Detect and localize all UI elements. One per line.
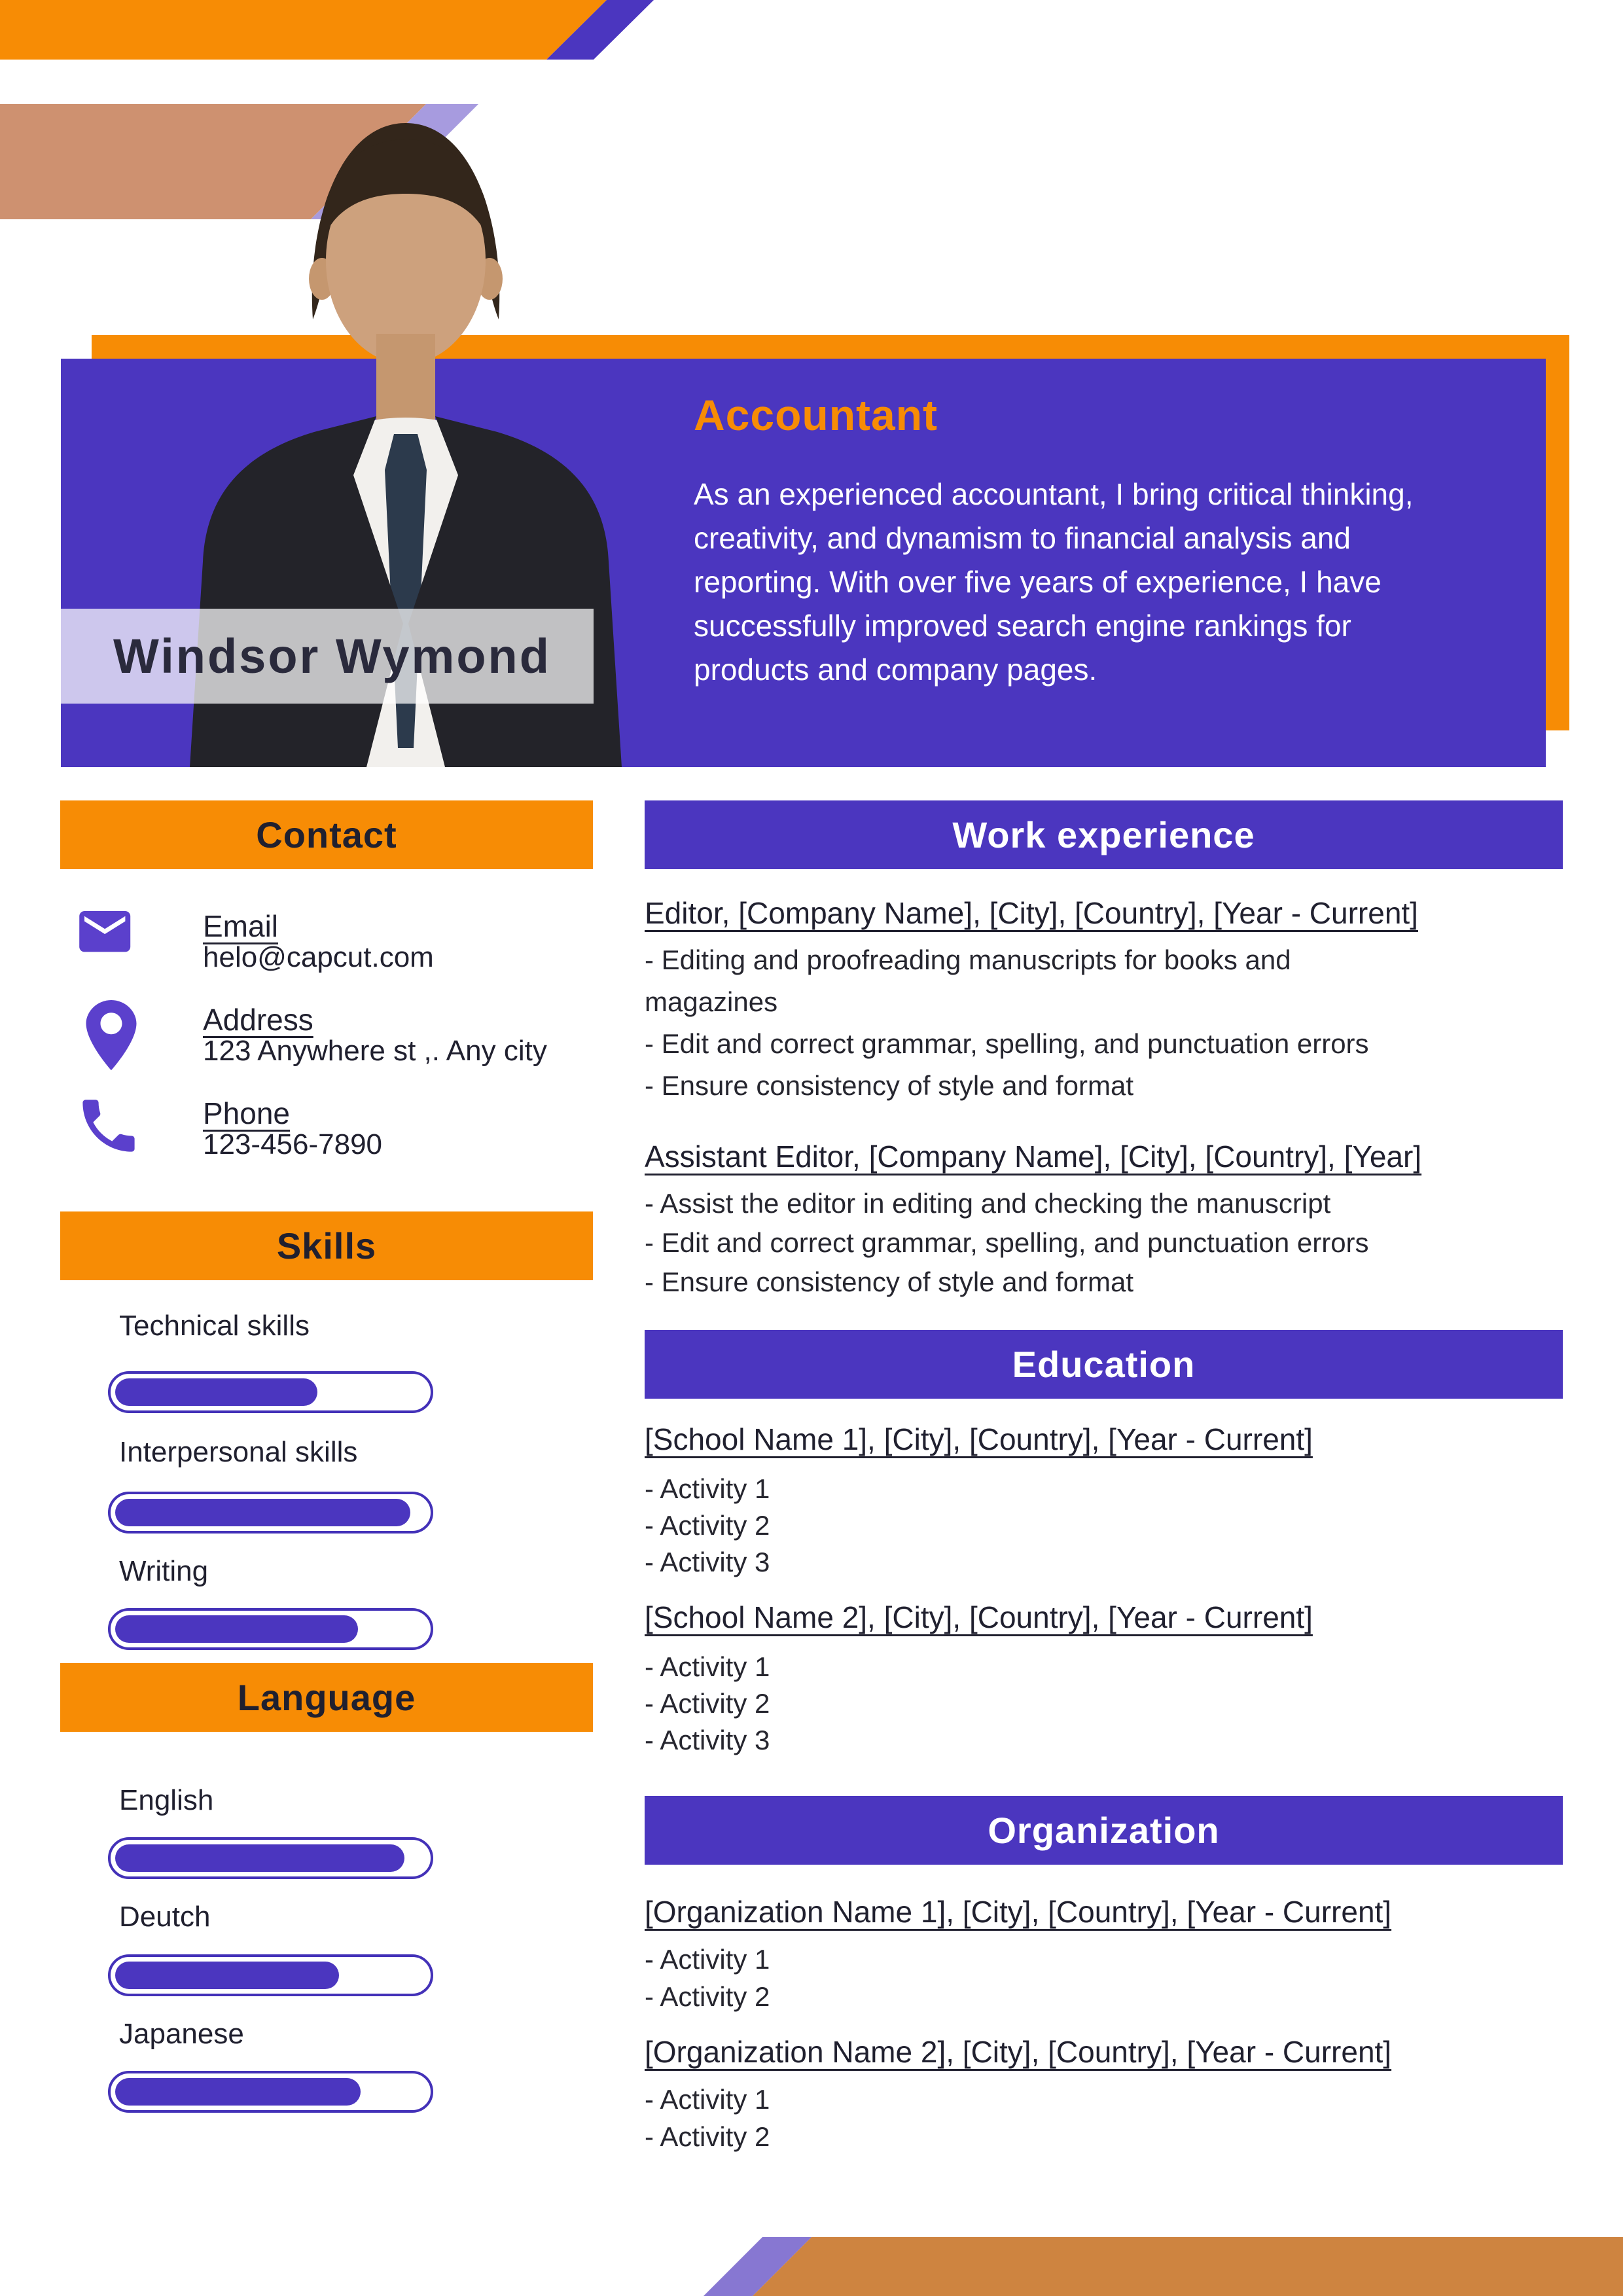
work-entry-line: - Assist the editor in editing and checking the manuscript [645,1188,1331,1219]
organization-heading-bar [645,1796,1563,1865]
skills-heading-bar [60,1211,593,1280]
location-pin-icon [85,1000,137,1072]
language-meter-fill [115,1844,404,1872]
language-heading: Language [237,1677,416,1718]
work-entry-line: - Editing and proofreading manuscripts for books and [645,944,1291,975]
work-entry-line: - Edit and correct grammar, spelling, and punctuation errors [645,1227,1369,1258]
contact-value: helo@capcut.com [203,941,434,973]
work-experience-heading-bar [645,800,1563,869]
language-meter [108,1837,433,1879]
contact-heading-bar [60,800,593,869]
language-label: English [119,1784,214,1816]
skill-meter-fill [115,1499,410,1526]
education-entry-line: - Activity 1 [645,1651,770,1682]
work-entry-line: magazines [645,986,778,1017]
organization-entry-line: - Activity 2 [645,2121,770,2152]
profile-summary: As an experienced accountant, I bring critical thinking, creativity, and dynamism to financial analysis and reporting. With over five years of experience, I have successfully improved search engine rankings for products and company pages. [694,477,1414,687]
bottom-band [654,2237,1623,2296]
organization-entry-line: - Activity 1 [645,1944,770,1975]
skill-meter-fill [115,1378,317,1406]
education-heading: Education [1012,1344,1196,1385]
education-entry-title: [School Name 1], [City], [Country], [Year - Current] [645,1422,1313,1456]
organization-entry-title: [Organization Name 2], [City], [Country], [Year - Current] [645,2035,1392,2069]
work-experience-heading: Work experience [952,814,1255,855]
name-bar [61,609,594,704]
work-entry-line: - Ensure consistency of style and format [645,1266,1133,1297]
phone-icon [80,1097,137,1155]
education-entry-line: - Activity 2 [645,1510,770,1541]
skill-meter [108,1371,433,1413]
contact-heading: Contact [256,814,397,855]
education-entry-line: - Activity 2 [645,1688,770,1719]
language-meter [108,2071,433,2113]
contact-value: 123 Anywhere st ,. Any city [203,1035,547,1067]
education-entry-line: - Activity 3 [645,1547,770,1577]
envelope-icon [79,911,141,962]
skill-label: Technical skills [119,1310,310,1342]
education-entry-title: [School Name 2], [City], [Country], [Year - Current] [645,1600,1313,1634]
organization-entry-line: - Activity 1 [645,2084,770,2115]
contact-label: Phone [203,1096,291,1130]
language-label: Japanese [119,2018,244,2050]
language-meter [108,1954,433,1996]
organization-entry-line: - Activity 2 [645,1981,770,2012]
work-entry-line: - Edit and correct grammar, spelling, and punctuation errors [645,1028,1369,1059]
skill-label: Interpersonal skills [119,1436,358,1468]
language-meter-fill [115,2078,361,2106]
skill-meter [108,1608,433,1650]
organization-entry-title: [Organization Name 1], [City], [Country], [Year - Current] [645,1895,1392,1929]
neck [376,334,435,425]
education-heading-bar [645,1330,1563,1399]
skill-meter-fill [115,1615,358,1643]
education-entry-line: - Activity 1 [645,1473,770,1504]
organization-heading: Organization [988,1810,1220,1851]
education-entry-line: - Activity 3 [645,1725,770,1755]
work-entry-title: Editor, [Company Name], [City], [Country], [Year - Current] [645,896,1418,930]
contact-label: Email [203,909,279,943]
person-name: Windsor Wymond [113,629,551,683]
skill-meter [108,1492,433,1534]
skill-label: Writing [119,1555,209,1587]
work-entry-title: Assistant Editor, [Company Name], [City], [Country], [Year] [645,1139,1422,1174]
contact-label: Address [203,1003,313,1037]
job-title: Accountant [694,391,938,439]
work-entry-line: - Ensure consistency of style and format [645,1070,1133,1101]
language-heading-bar [60,1663,593,1732]
skills-heading: Skills [276,1225,377,1266]
contact-value: 123-456-7890 [203,1128,383,1160]
language-label: Deutch [119,1901,211,1933]
language-meter-fill [115,1962,339,1989]
